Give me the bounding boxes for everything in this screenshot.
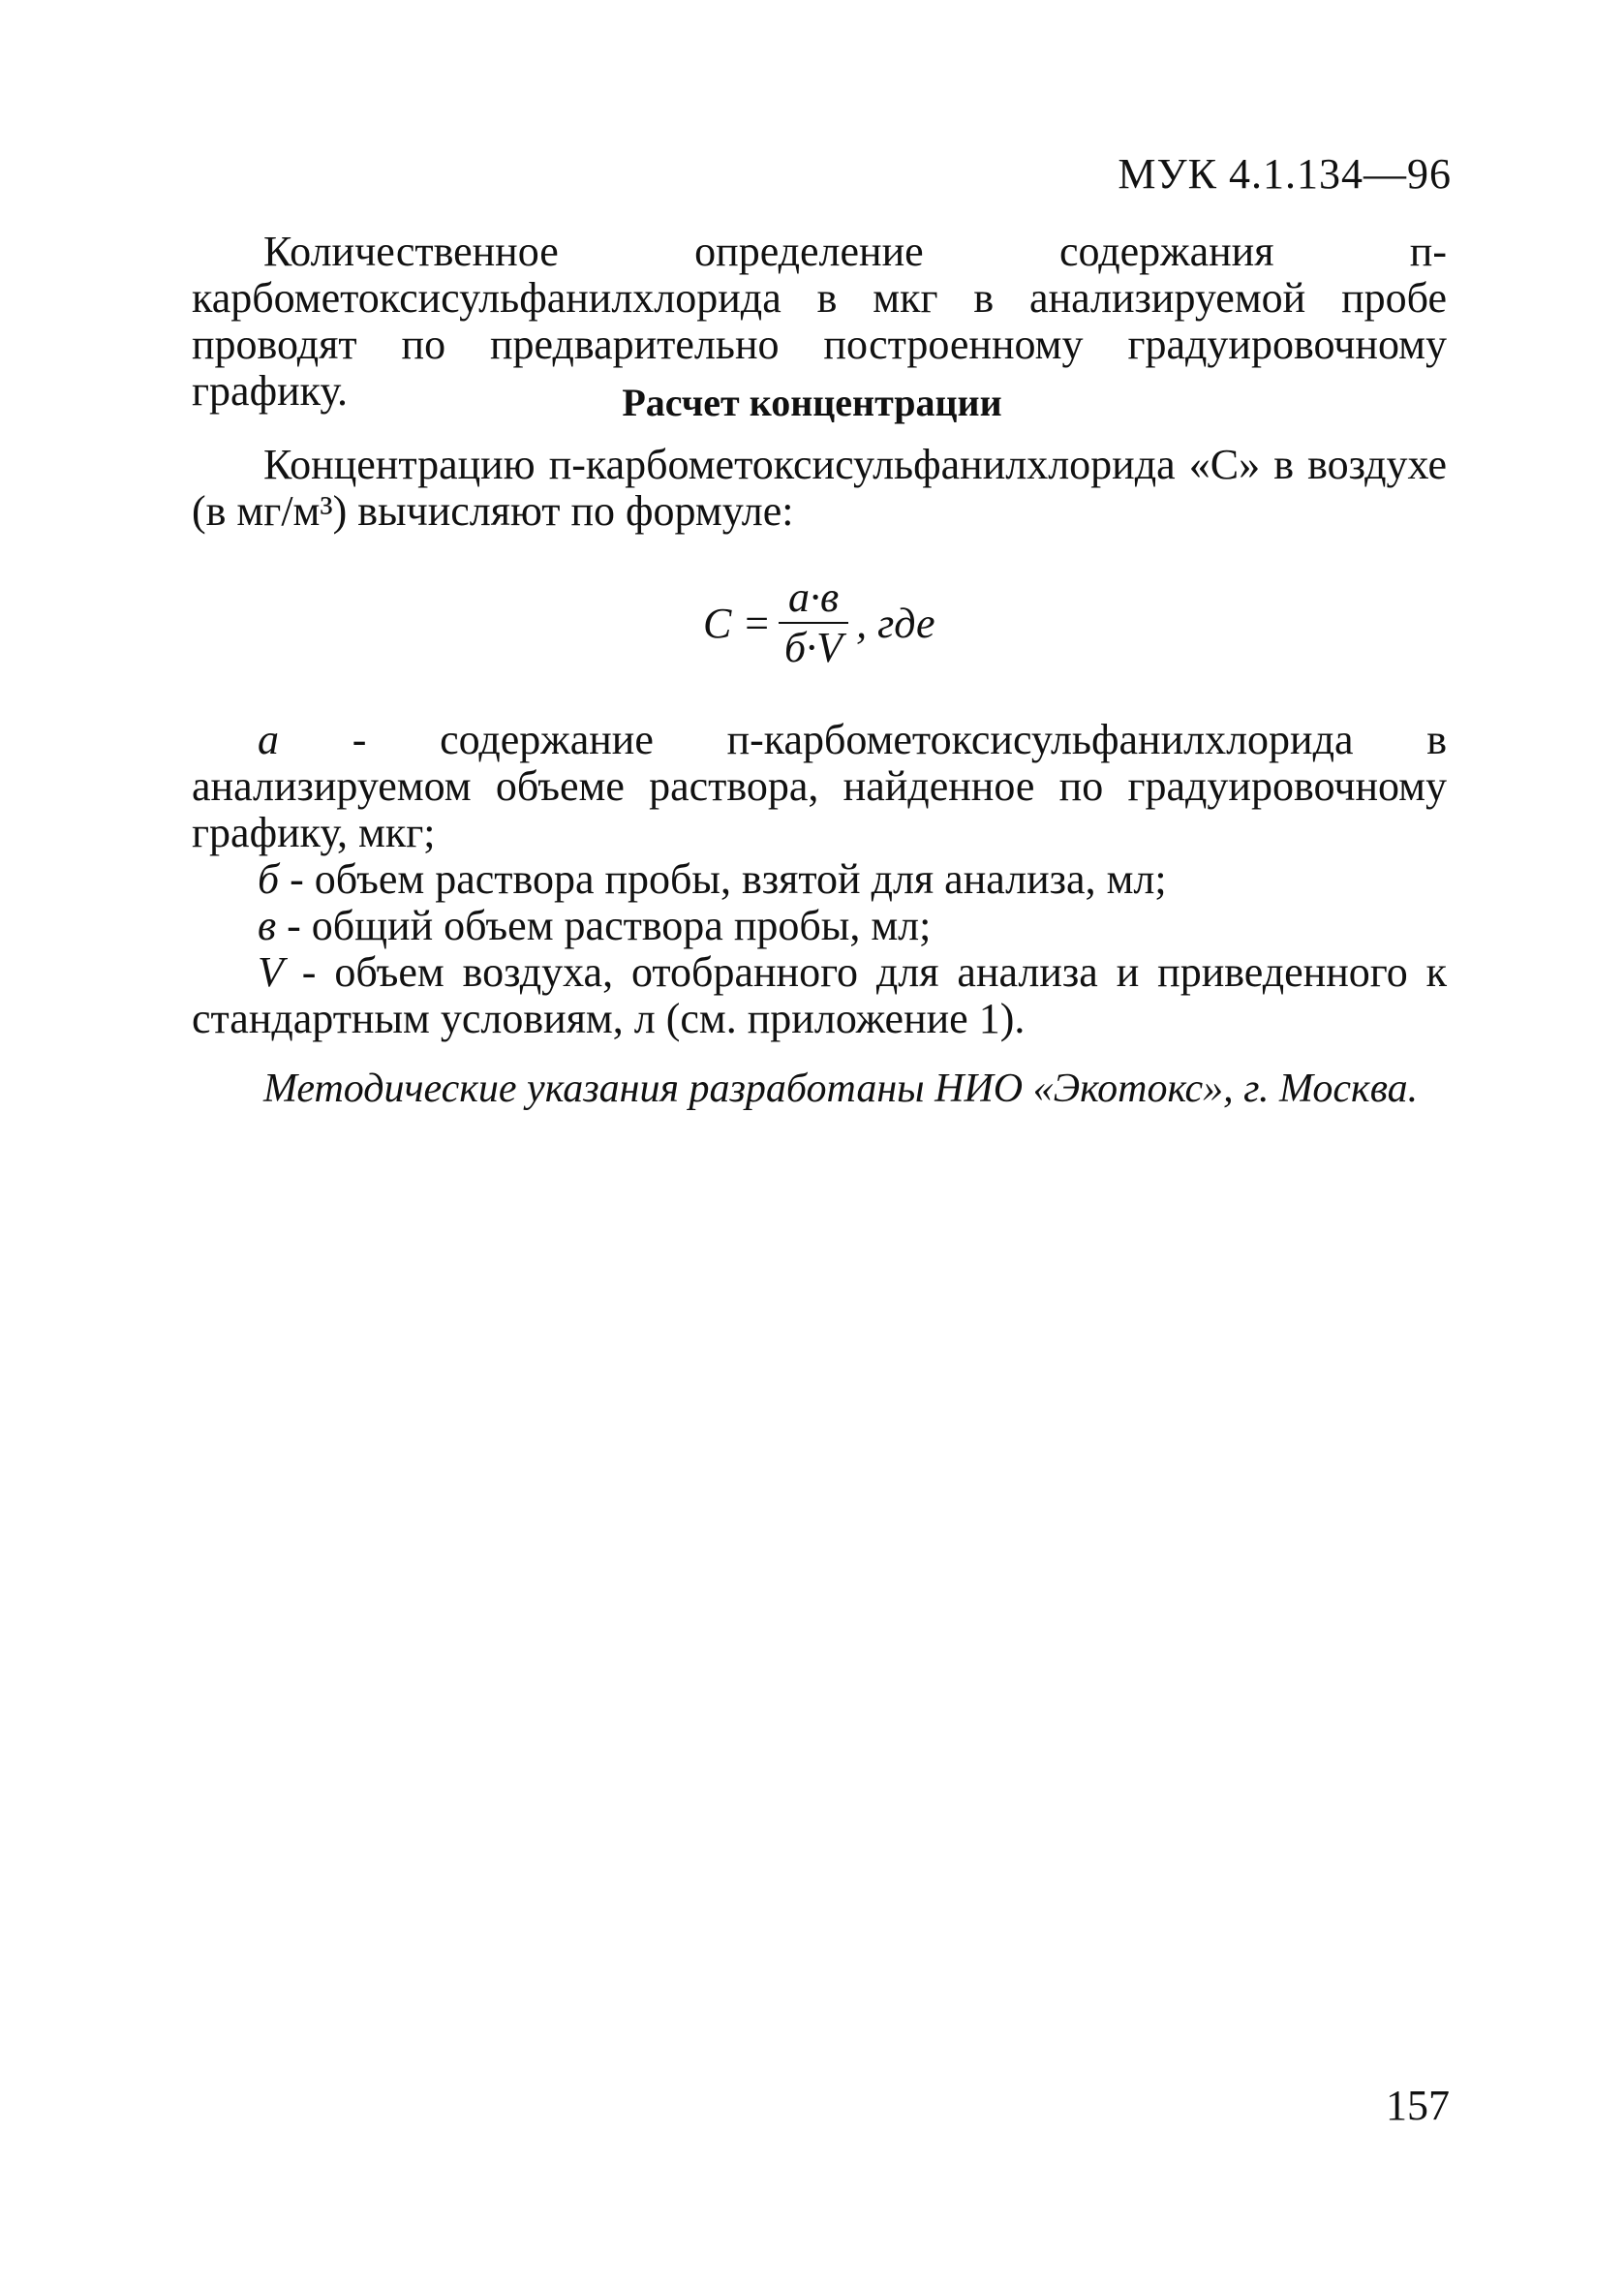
formula-lhs: С = [703,599,772,647]
formula-suffix: , где [856,599,935,647]
credit-line: Методические указания разработаны НИО «Экотокс», г. Москва. [263,1067,1419,1111]
legend-text: - общий объем раствора пробы, мл; [276,902,932,949]
legend-symbol: V [258,948,284,996]
legend-text: - объем раствора пробы, взятой для анализа, мл; [279,855,1167,903]
formula-denominator: б·V [784,624,843,671]
legend-text: - объем воздуха, отобранного для анализа и приведенного к стандартным условиям, л (см. приложение 1). [192,948,1447,1042]
formula-fraction [779,573,848,672]
document-code: МУК 4.1.134—96 [1118,150,1452,198]
page-number: 157 [1386,2082,1450,2129]
legend-item [192,717,1447,856]
legend-symbol: б [258,855,280,903]
section-heading: Расчет концентрации [622,381,1002,424]
variable-legend [192,717,1447,1042]
concentration-formula [703,573,935,672]
legend-symbol: в [258,902,277,949]
legend-symbol: а [258,716,279,763]
formula-numerator: а·в [788,573,840,621]
section-paragraph: Концентрацию п-карбометоксисульфанилхлорида «С» в воздухе (в мг/м³) вычисляют по формуле: [192,441,1447,535]
intro-paragraph: Количественное определение содержания п-карбометоксисульфанилхлорида в мкг в анализируемой пробе проводят по предварительно построенному градуировочному графику. [192,228,1447,415]
legend-item [192,903,1447,949]
legend-item [192,949,1447,1042]
legend-item [192,856,1447,903]
legend-text: - содержание п-карбометоксисульфанилхлорида в анализируемом объеме раствора, найденное по градуировочному графику, мкг; [192,716,1447,856]
